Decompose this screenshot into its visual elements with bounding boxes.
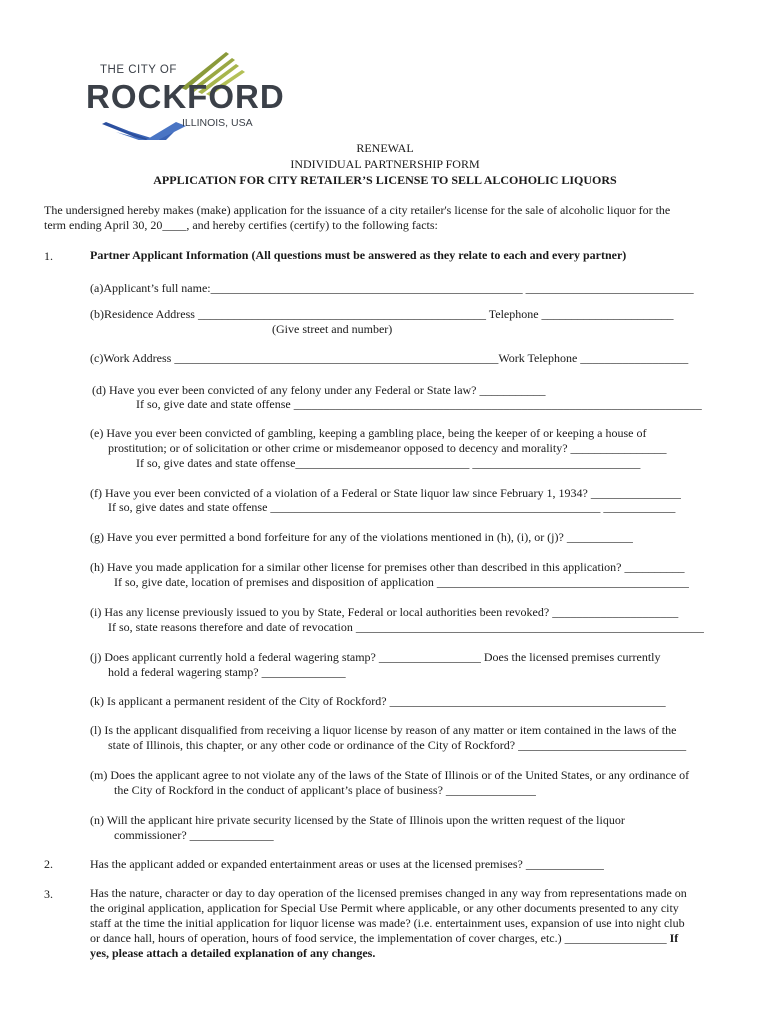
field-applicant-full-name[interactable]: (a)Applicant’s full name:____________________________________________________ ____________________________ bbox=[90, 281, 694, 295]
question-j-line-2[interactable]: hold a federal wagering stamp? ______________ bbox=[108, 665, 346, 679]
question-3-line-3: staff at the time the initial application for liquor license was made? (i.e. entertainment uses, expansion of use into night club bbox=[90, 916, 685, 930]
question-e-line-1: (e) Have you ever been convicted of gambling, keeping a gambling place, being the keeper of or keeping a house of bbox=[90, 426, 647, 440]
section-1-title: Partner Applicant Information (All questions must be answered as they relate to each and every partner) bbox=[90, 248, 627, 262]
question-l-line-2[interactable]: state of Illinois, this chapter, or any other code or ordinance of the City of Rockford? ____________________________ bbox=[108, 738, 687, 752]
question-m-line-2[interactable]: the City of Rockford in the conduct of applicant’s place of business? _______________ bbox=[114, 783, 536, 797]
question-k-resident[interactable]: (k) Is applicant a permanent resident of the City of Rockford? ______________________________________________ bbox=[90, 694, 666, 708]
section-2-number: 2. bbox=[44, 857, 53, 871]
question-3-attach-instruction: yes, please attach a detailed explanation of any changes. bbox=[90, 946, 376, 960]
question-e-followup[interactable]: If so, give dates and state offense_____________________________ ____________________________ bbox=[136, 456, 641, 470]
question-h-followup[interactable]: If so, give date, location of premises and disposition of application __________________________________________ bbox=[114, 575, 689, 589]
question-l-line-1: (l) Is the applicant disqualified from receiving a liquor license by reason of any matter or item contained in the laws of the bbox=[90, 723, 677, 737]
field-residence-address[interactable]: (b)Residence Address ________________________________________________ Telephone ______________________ bbox=[90, 307, 674, 321]
question-2-entertainment[interactable]: Has the applicant added or expanded entertainment areas or uses at the licensed premises? _____________ bbox=[90, 857, 604, 871]
question-3-line-4[interactable] bbox=[90, 931, 678, 946]
intro-line-1: The undersigned hereby makes (make) application for the issuance of a city retailer's license for the sale of alcoholic liquor for the bbox=[44, 203, 671, 217]
logo-city-text: THE CITY OF bbox=[100, 64, 177, 76]
question-e-line-2[interactable]: prostitution; or of solicitation or other crime or misdemeanor opposed to decency and morality? ________________ bbox=[108, 441, 667, 455]
heading-form-type: INDIVIDUAL PARTNERSHIP FORM bbox=[290, 157, 480, 171]
question-3-line-4-text[interactable]: or dance hall, hours of operation, hours of food service, the implementation of cover charges, etc.) _________________ bbox=[90, 931, 667, 945]
heading-application-title: APPLICATION FOR CITY RETAILER’S LICENSE TO SELL ALCOHOLIC LIQUORS bbox=[153, 173, 617, 187]
question-m-line-1: (m) Does the applicant agree to not violate any of the laws of the State of Illinois or of the United States, or any ordinance of bbox=[90, 768, 690, 782]
question-f-followup[interactable]: If so, give dates and state offense _______________________________________________________ ____________ bbox=[108, 500, 676, 514]
question-3-if-text: If bbox=[669, 931, 679, 945]
question-i-followup[interactable]: If so, state reasons therefore and date of revocation __________________________________________________________ bbox=[108, 620, 704, 634]
logo-name-text: ROCKFORD bbox=[86, 78, 285, 115]
question-d-followup[interactable]: If so, give date and state offense ____________________________________________________________________ bbox=[136, 397, 702, 411]
question-j-wagering-stamp[interactable]: (j) Does applicant currently hold a federal wagering stamp? _________________ Does the licensed premises currently bbox=[90, 650, 661, 664]
heading-renewal: RENEWAL bbox=[356, 141, 414, 155]
question-h-similar-license[interactable]: (h) Have you made application for a similar other license for premises other than described in this application? __________ bbox=[90, 560, 685, 574]
question-3-line-1: Has the nature, character or day to day operation of the licensed premises changed in any way from representations made on bbox=[90, 886, 687, 900]
section-1-number: 1. bbox=[44, 249, 53, 263]
question-i-revoked[interactable]: (i) Has any license previously issued to you by State, Federal or local authorities been revoked? _____________________ bbox=[90, 605, 679, 619]
city-logo bbox=[86, 44, 285, 140]
question-d-felony[interactable]: (d) Have you ever been convicted of any felony under any Federal or State law? ___________ bbox=[92, 383, 546, 397]
field-work-address[interactable]: (c)Work Address ______________________________________________________Work Telephone __________________ bbox=[90, 351, 689, 365]
question-3-line-2: the original application, application for Special Use Permit where applicable, or any other documents presented to any city bbox=[90, 901, 679, 915]
question-n-line-2[interactable]: commissioner? ______________ bbox=[114, 828, 274, 842]
question-f-liquor-law[interactable]: (f) Have you ever been convicted of a violation of a Federal or State liquor law since February 1, 1934? _______________ bbox=[90, 486, 681, 500]
section-3-number: 3. bbox=[44, 887, 53, 901]
logo-state-text: ILLINOIS, USA bbox=[182, 117, 253, 129]
question-g-bond-forfeiture[interactable]: (g) Have you ever permitted a bond forfeiture for any of the violations mentioned in (h), (i), or (j)? ___________ bbox=[90, 530, 633, 544]
question-n-line-1: (n) Will the applicant hire private security licensed by the State of Illinois upon the written request of the liquor bbox=[90, 813, 625, 827]
intro-line-2: term ending April 30, 20____, and hereby certifies (certify) to the following facts: bbox=[44, 218, 438, 232]
residence-address-hint: (Give street and number) bbox=[272, 322, 393, 336]
